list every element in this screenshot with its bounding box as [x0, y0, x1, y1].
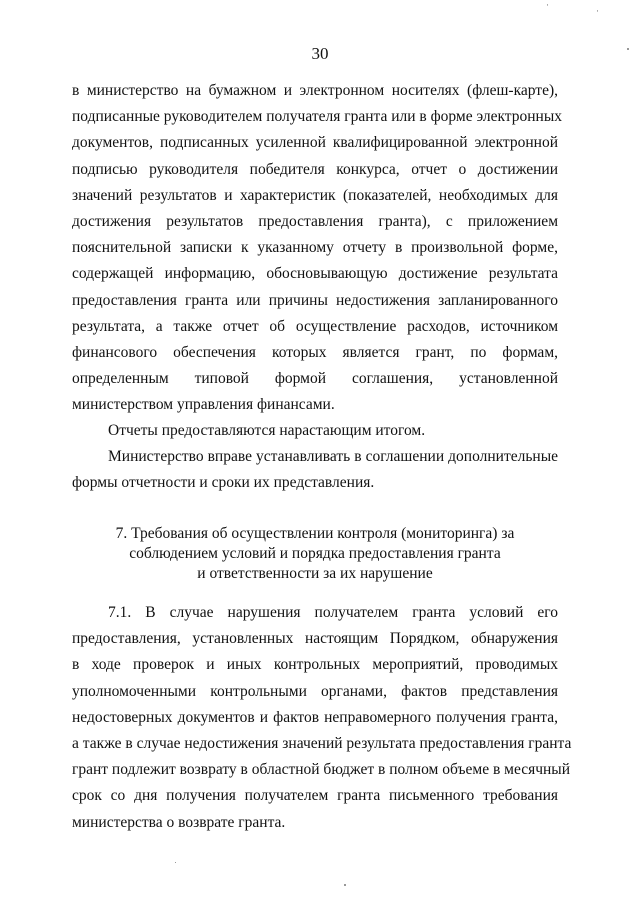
text-line: срок со дня получения получателем гранта письменного требования	[72, 787, 558, 805]
text-line: а также в случае недостижения значений результата предоставления гранта	[72, 734, 572, 752]
text-line: предоставления гранта или причины недостижения запланированного	[72, 291, 558, 309]
ministry-rights-paragraph	[72, 444, 558, 496]
text-line: уполномоченными контрольными органами, фактов представления	[72, 682, 558, 700]
scan-speck	[175, 862, 176, 863]
text-line: министерством управления финансами.	[72, 396, 335, 414]
text-line: Отчеты предоставляются нарастающим итогом.	[108, 422, 426, 439]
section-7-1-paragraph	[72, 600, 572, 836]
section-heading	[90, 524, 540, 584]
text-line: министерства о возврате гранта.	[72, 813, 286, 831]
text-line: результата, а также отчет об осуществление расходов, источником	[72, 317, 558, 335]
text-line: определенным типовой формой соглашения, установленной	[72, 370, 558, 388]
text-line: достижения результатов предоставления гранта), с приложением	[72, 212, 558, 230]
text-line: в министерство на бумажном и электронном носителях (флеш-карте),	[72, 82, 558, 99]
text-line: подписью руководителя победителя конкурса, отчет о достижении	[72, 160, 558, 178]
text-line: Министерство вправе устанавливать в соглашении дополнительные	[108, 448, 558, 465]
text-line: пояснительной записки к указанному отчету в произвольной форме,	[72, 239, 558, 257]
text-line: значений результатов и характеристик (показателей, необходимых для	[72, 186, 558, 204]
heading-line: соблюдением условий и порядка предоставления гранта	[129, 545, 501, 562]
text-line: содержащей информацию, обосновывающую достижение результата	[72, 265, 558, 283]
report-paragraph	[72, 78, 563, 418]
text-line: формы отчетности и сроки их представления.	[72, 474, 375, 492]
text-line: подписанные руководителем получателя гранта или в форме электронных	[72, 108, 563, 126]
text-line: в ходе проверок и иных контрольных мероприятий, проводимых	[72, 656, 558, 674]
page-number: 30	[311, 44, 329, 63]
text-line: 7.1. В случае нарушения получателем гранта условий его	[108, 604, 558, 621]
text-line: финансового обеспечения которых является грант, по формам,	[72, 343, 558, 361]
scan-speck	[344, 884, 346, 886]
text-line: документов, подписанных усиленной квалифицированной электронной	[72, 134, 558, 152]
heading-line: и ответственности за их нарушение	[197, 565, 433, 582]
top-right-scan-mark: · ‾‾ ·	[546, 0, 599, 16]
text-line: недостоверных документов и фактов неправомерного получения гранта,	[72, 708, 558, 726]
heading-line: 7. Требования об осуществлении контроля (мониторинга) за	[115, 525, 515, 542]
reports-cumulative-paragraph	[72, 418, 558, 444]
text-line: грант подлежит возврату в областной бюджет в полном объеме в месячный	[72, 761, 571, 779]
text-line: предоставления, установленных настоящим Порядком, обнаружения	[72, 630, 558, 648]
